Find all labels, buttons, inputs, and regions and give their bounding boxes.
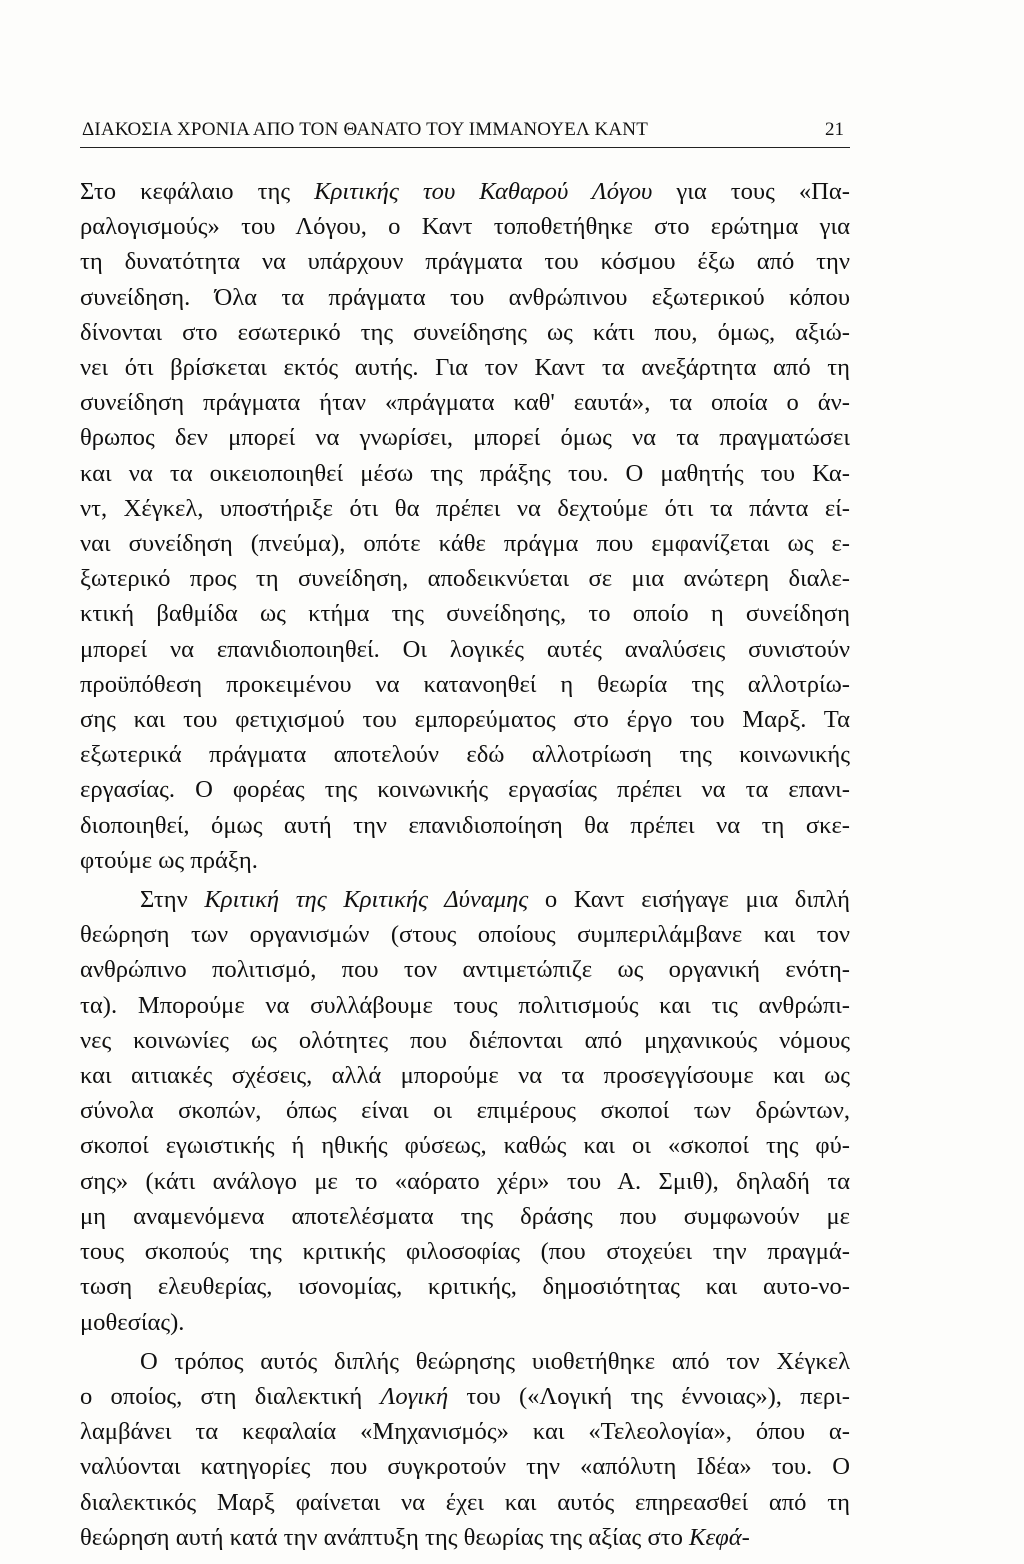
- text-segment: τη δυνατότητα να υπάρχουν πράγματα του κόσμου έξω από την: [80, 248, 850, 276]
- text-line: [80, 772, 850, 807]
- paragraph: [80, 174, 850, 878]
- text-segment: σης» (κάτι ανάλογο με το «αόρατο χέρι» του Α. Σμιθ), δηλαδή τα: [80, 1167, 850, 1195]
- text-segment: ραλογισμούς» του Λόγου, ο Καντ τοποθετήθηκε στο ερώτημα για: [80, 213, 850, 241]
- text-line: [80, 1128, 850, 1163]
- text-segment: ξωτερικό προς τη συνείδηση, αποδεικνύεται σε μια ανώτερη διαλε-: [80, 565, 850, 593]
- text-segment: δίνονται στο εσωτερικό της συνείδησης ως κάτι που, όμως, αξιώ-: [80, 318, 850, 346]
- text-segment: για τους «Πα-: [652, 178, 850, 205]
- text-line: [80, 808, 850, 843]
- text-line: [80, 737, 850, 772]
- text-line: [80, 1199, 850, 1234]
- text-line: [80, 526, 850, 561]
- body-text: [80, 174, 850, 1555]
- text-line: [80, 596, 850, 631]
- text-line: [80, 1485, 850, 1520]
- text-line: [80, 1344, 850, 1379]
- text-segment: λαμβάνει τα κεφαλαία «Μηχανισμός» και «Τελεολογία», όπου α-: [80, 1418, 850, 1446]
- text-segment: τα). Μπορούμε να συλλάβουμε τους πολιτισμούς και τις ανθρώπι-: [80, 991, 850, 1019]
- text-line: [80, 1234, 850, 1269]
- text-line: [80, 1305, 850, 1340]
- text-line: [80, 1269, 850, 1304]
- text-line: [80, 988, 850, 1023]
- text-line: [80, 917, 850, 952]
- text-line: [80, 456, 850, 491]
- text-line: [80, 702, 850, 737]
- text-segment: και να τα οικειοποιηθεί μέσω της πράξης του. Ο μαθητής του Κα-: [80, 459, 850, 487]
- text-line: [80, 882, 850, 917]
- text-segment: ο οποίος, στη διαλεκτική: [80, 1382, 381, 1410]
- text-line: [80, 280, 850, 315]
- text-segment: σκοποί εγωιστικής ή ηθικής φύσεως, καθώς και οι «σκοποί της φύ-: [80, 1132, 850, 1160]
- text-line: [80, 174, 850, 209]
- text-segment: εξωτερικά πράγματα αποτελούν εδώ αλλοτρίωση της κοινωνικής: [80, 741, 850, 769]
- text-segment: Ο τρόπος αυτός διπλής θεώρησης υιοθετήθηκε από τον Χέγκελ: [140, 1347, 850, 1375]
- text-segment: του («Λογική της έννοιας»), περι-: [448, 1382, 850, 1410]
- italic-title: Κεφά-: [689, 1523, 750, 1551]
- text-segment: ο Καντ εισήγαγε μια διπλή: [528, 886, 851, 914]
- text-segment: θεώρηση των οργανισμών (στους οποίους συμπεριλάμβανε και τον: [80, 921, 850, 949]
- text-line: [80, 561, 850, 596]
- text-line: [80, 1093, 850, 1128]
- text-segment: τους σκοπούς της κριτικής φιλοσοφίας (που στοχεύει την πραγμά-: [80, 1238, 850, 1266]
- text-segment: προϋπόθεση προκειμένου να κατανοηθεί η θεωρία της αλλοτρίω-: [80, 670, 850, 698]
- text-segment: τωση ελευθερίας, ισονομίας, κριτικής, δημοσιότητας και αυτο-νο-: [80, 1273, 850, 1301]
- running-title: ΔΙΑΚΟΣΙΑ ΧΡΟΝΙΑ ΑΠΟ ΤΟΝ ΘΑΝΑΤΟ ΤΟΥ ΙΜΜΑΝΟΥΕΛ ΚΑΝΤ: [82, 119, 649, 140]
- text-segment: Στο κεφάλαιο της: [80, 178, 315, 205]
- text-segment: ντ, Χέγκελ, υποστήριξε ότι θα πρέπει να δεχτούμε ότι τα πάντα εί-: [80, 494, 850, 522]
- text-line: [80, 1449, 850, 1484]
- text-segment: ανθρώπινο πολιτισμό, που τον αντιμετώπιζε ως οργανική ενότη-: [80, 956, 850, 984]
- text-segment: ναλύονται κατηγορίες που συγκροτούν την «απόλυτη Ιδέα» του. Ο: [80, 1453, 850, 1481]
- text-segment: διαλεκτικός Μαρξ φαίνεται να έχει και αυτός επηρεασθεί από τη: [80, 1488, 850, 1516]
- text-segment: σης και του φετιχισμού του εμπορεύματος στο έργο του Μαρξ. Τα: [80, 706, 850, 734]
- text-segment: κτική βαθμίδα ως κτήμα της συνείδησης, το οποίο η συνείδηση: [80, 600, 850, 628]
- text-segment: μη αναμενόμενα αποτελέσματα της δράσης που συμφωνούν με: [80, 1202, 850, 1230]
- text-segment: μπορεί να επανιδιοποιηθεί. Οι λογικές αυτές αναλύσεις συνιστούν: [80, 635, 850, 663]
- text-line: [80, 632, 850, 667]
- text-line: [80, 952, 850, 987]
- text-line: [80, 209, 850, 244]
- text-segment: θεώρηση αυτή κατά την ανάπτυξη της θεωρίας της αξίας στο: [80, 1523, 690, 1551]
- text-segment: νει ότι βρίσκεται εκτός αυτής. Για τον Καντ τα ανεξάρτητα από τη: [80, 354, 850, 382]
- text-segment: διοποιηθεί, όμως αυτή την επανιδιοποίηση θα πρέπει να τη σκε-: [80, 811, 850, 839]
- text-line: [80, 667, 850, 702]
- text-segment: θρωπος δεν μπορεί να γνωρίσει, μπορεί όμως να τα πραγματώσει: [80, 424, 850, 452]
- italic-title: Κριτική της Κριτικής Δύναμης: [204, 886, 529, 914]
- text-line: [80, 491, 850, 526]
- text-line: [80, 1379, 850, 1414]
- text-segment: και αιτιακές σχέσεις, αλλά μπορούμε να τα προσεγγίσουμε και ως: [80, 1062, 850, 1090]
- text-segment: νες κοινωνίες ως ολότητες που διέπονται από μηχανικούς νόμους: [80, 1026, 850, 1054]
- paragraph: [80, 1344, 850, 1555]
- italic-title: Κριτικής του Καθαρού Λόγου: [314, 178, 653, 205]
- text-line: [80, 350, 850, 385]
- italic-title: Λογική: [380, 1382, 449, 1410]
- page-number: 21: [825, 119, 844, 140]
- text-line: [80, 1164, 850, 1199]
- text-segment: σύνολα σκοπών, όπως είναι οι επιμέρους σκοποί των δρώντων,: [80, 1097, 850, 1125]
- text-line: [80, 1414, 850, 1449]
- text-line: [80, 1520, 850, 1555]
- running-head: [80, 117, 850, 148]
- text-line: [80, 385, 850, 420]
- text-segment: φτούμε ως πράξη.: [80, 846, 258, 874]
- text-line: [80, 1058, 850, 1093]
- paragraph: [80, 882, 850, 1340]
- text-line: [80, 244, 850, 279]
- text-line: [80, 420, 850, 455]
- text-segment: Στην: [140, 886, 205, 914]
- text-segment: εργασίας. Ο φορέας της κοινωνικής εργασίας πρέπει να τα επανι-: [80, 776, 850, 804]
- text-segment: συνείδηση πράγματα ήταν «πράγματα καθ' εαυτά», τα οποία ο άν-: [80, 389, 850, 417]
- text-segment: μοθεσίας).: [80, 1308, 185, 1336]
- text-line: [80, 315, 850, 350]
- text-line: [80, 843, 850, 878]
- text-line: [80, 1023, 850, 1058]
- text-segment: συνείδηση. Όλα τα πράγματα του ανθρώπινου εξωτερικού κόπου: [80, 283, 850, 311]
- text-segment: ναι συνείδηση (πνεύμα), οπότε κάθε πράγμα που εμφανίζεται ως ε-: [80, 530, 850, 558]
